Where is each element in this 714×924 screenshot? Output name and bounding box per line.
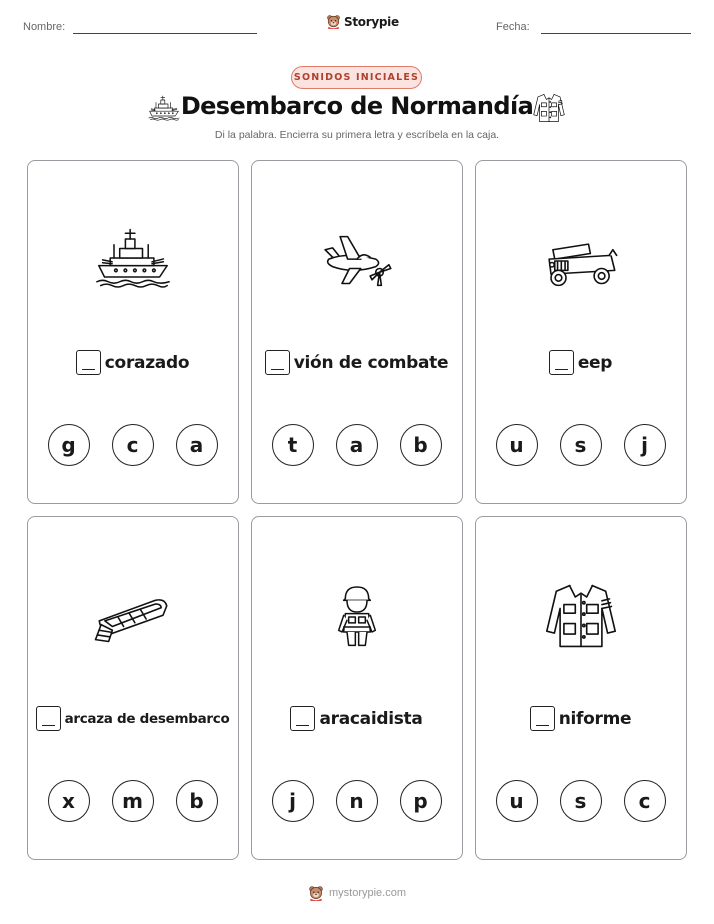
- letter-option[interactable]: j: [272, 780, 314, 822]
- title-row: [0, 92, 714, 126]
- date-label: Fecha:: [496, 21, 530, 33]
- page-title: Desembarco de Normandía: [180, 92, 534, 120]
- uniform-jacket-icon: [532, 92, 566, 124]
- word-text: corazado: [104, 352, 190, 373]
- letter-option[interactable]: b: [400, 424, 442, 466]
- worksheet-header: [0, 0, 714, 40]
- answer-box[interactable]: [265, 350, 290, 375]
- word-card: [251, 160, 463, 504]
- letter-option[interactable]: u: [496, 780, 538, 822]
- word-card: [27, 516, 239, 860]
- word-card: [475, 160, 687, 504]
- letter-option[interactable]: s: [560, 780, 602, 822]
- letter-option[interactable]: s: [560, 424, 602, 466]
- bear-icon: [326, 14, 341, 29]
- bear-icon: [308, 885, 324, 901]
- answer-box[interactable]: [530, 706, 555, 731]
- brand-name: Storypie: [344, 14, 399, 29]
- word-text: niforme: [558, 708, 632, 729]
- fighter-plane-icon: [319, 231, 395, 291]
- word-card: [251, 516, 463, 860]
- brand-logo: [326, 14, 399, 29]
- instructions: Di la palabra. Encierra su primera letra y escríbela en la caja.: [214, 129, 500, 141]
- word-card: [27, 160, 239, 504]
- letter-option[interactable]: u: [496, 424, 538, 466]
- letter-option[interactable]: m: [112, 780, 154, 822]
- letter-option[interactable]: c: [112, 424, 154, 466]
- word-text: vión de combate: [293, 352, 449, 373]
- word-text: aracaidista: [319, 708, 423, 729]
- name-label: Nombre:: [23, 21, 66, 33]
- answer-box[interactable]: [290, 706, 315, 731]
- letter-option[interactable]: c: [624, 780, 666, 822]
- category-badge: SONIDOS INICIALES: [291, 66, 422, 89]
- letter-option[interactable]: b: [176, 780, 218, 822]
- letter-option[interactable]: x: [48, 780, 90, 822]
- letter-option[interactable]: a: [336, 424, 378, 466]
- word-text: arcaza de desembarco: [64, 710, 230, 727]
- answer-box[interactable]: [36, 706, 61, 731]
- uniform-jacket-icon: [543, 581, 619, 651]
- answer-box[interactable]: [549, 350, 574, 375]
- word-card: [475, 516, 687, 860]
- letter-option[interactable]: n: [336, 780, 378, 822]
- letter-option[interactable]: j: [624, 424, 666, 466]
- answer-box[interactable]: [76, 350, 101, 375]
- battleship-icon: [95, 227, 171, 289]
- word-text: eep: [577, 352, 613, 373]
- letter-option[interactable]: p: [400, 780, 442, 822]
- jeep-icon: [543, 231, 619, 291]
- letter-option[interactable]: a: [176, 424, 218, 466]
- date-field[interactable]: [541, 33, 691, 34]
- letter-option[interactable]: g: [48, 424, 90, 466]
- name-field[interactable]: [73, 33, 257, 34]
- paratrooper-icon: [332, 579, 382, 655]
- footer-url: mystorypie.com: [328, 887, 407, 899]
- letter-option[interactable]: t: [272, 424, 314, 466]
- landing-boat-icon: [94, 589, 172, 649]
- footer: [0, 885, 714, 901]
